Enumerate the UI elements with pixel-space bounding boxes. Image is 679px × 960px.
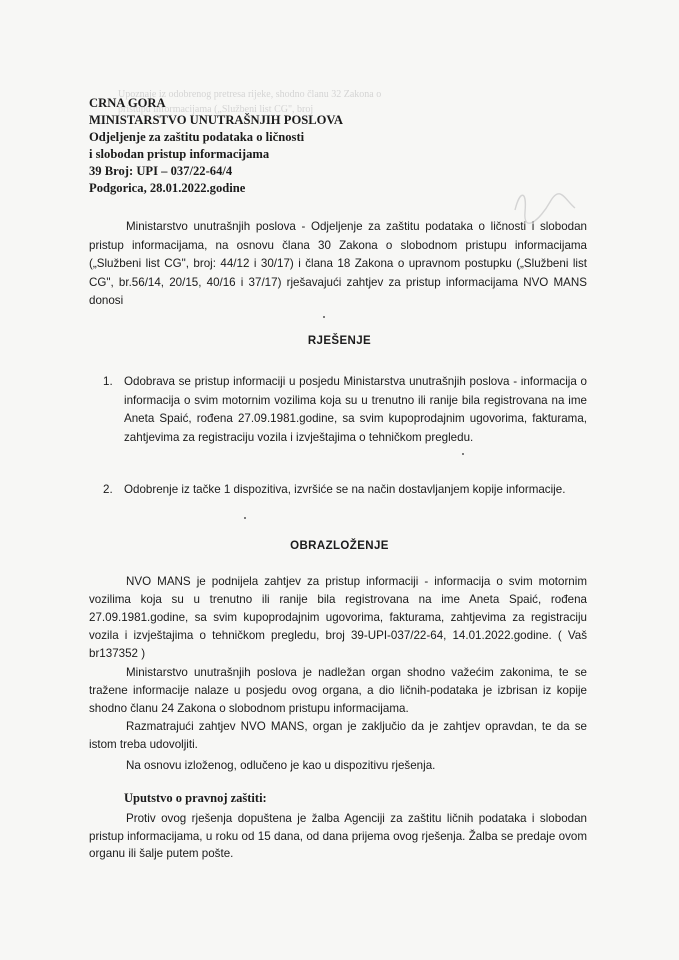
place-date: Podgorica, 28.01.2022.godine: [89, 181, 246, 195]
document-header: [89, 95, 343, 197]
decision-title: RJEŠENJE: [307, 335, 372, 347]
reference-number: 39 Broj: UPI – 037/22-64/4: [89, 164, 233, 178]
legal-remedy-title: Uputstvo o pravnoj zaštiti:: [124, 791, 267, 805]
decision-item-text: Odobrenje iz tačke 1 dispozitiva, izvršiće se na način dostavljanjem kopije informacije.: [124, 483, 566, 496]
legal-remedy-text: Protiv ovog rješenja dopuštena je žalba Agenciji za zaštitu ličnih podataka i slobodan pristup informacijama, u roku od 15 dana, od dana prijema ovog rješenja. Žalba se predaje ovom organu ili šalje putem pošte.: [89, 812, 587, 860]
bleed-line: Upoznaje iz odobrenog pretresa rijeke, shodno članu 32 Zakona o: [118, 89, 382, 100]
country-name: CRNA GORA: [89, 96, 166, 110]
decision-item-1: [103, 373, 587, 447]
scan-speck: [244, 517, 246, 519]
decision-item-number: 1.: [103, 375, 113, 388]
ministry-name: MINISTARSTVO UNUTRAŠNJIH POSLOVA: [89, 113, 344, 127]
decision-item-number: 2.: [103, 483, 113, 496]
intro-paragraph: Ministarstvo unutrašnjih poslova - Odjeljenje za zaštitu podataka o ličnosti i slobodan pristup informacijama, na osnovu člana 30 Zakona o slobodnom pristupu informacijama („Službeni list CG", broj: 44/12 i 30/17) i člana 18 Zakona o upravnom postupku („Službeni list CG", br.56/14, 20/15, 40/16 i 37/17) rješavajući zahtjev za pristup informacijama NVO MANS donosi: [89, 220, 587, 307]
bleed-line: pristupu informacijama („Službeni list CG", broj: [118, 104, 314, 115]
scan-speck: [462, 453, 464, 455]
decision-item-2: [103, 481, 587, 500]
reasoning-paragraph-3: Razmatrajući zahtjev NVO MANS, organ je zaključio da je zahtjev opravdan, te da se istom treba udovoljiti.: [89, 720, 587, 751]
reasoning-title: OBRAZLOŽENJE: [290, 540, 389, 552]
reasoning-paragraph-1: NVO MANS je podnijela zahtjev za pristup informaciji - informacija o svim motornim vozilima koja su u trenutno ili ranije bila registrovana na ime Aneta Spaić, rođena 27.09.1981.godine, sa svim kupoprodajnim ugovorima, fakturama, zahtjevima za registraciju vozila i izvještajima o tehničkom pregledu, broj 39-UPI-037/22-64, 14.01.2022.godine. ( Vaš br137352 ): [89, 575, 587, 660]
scan-speck: [323, 316, 325, 318]
reasoning-paragraph-2: Ministarstvo unutrašnjih poslova je nadležan organ shodno važećim zakonima, te se tražene informacije nalaze u posjedu ovog organa, a dio ličnih-podataka je izbrisan iz kopije shodno članu 24 Zakona o slobodnom pristupu informacijama.: [89, 666, 587, 715]
decision-item-text: Odobrava se pristup informaciji u posjedu Ministarstva unutrašnjih poslova - informacija o informacija o svim motornim vozilima koja su u trenutno ili ranije bila registrovana na ime Aneta Spaić, rođena 27.09.1981.godine, sa svim kupoprodajnim ugovorima, fakturama, zahtjevima za registraciju vozila i izvještajima o tehničkom pregledu.: [124, 375, 587, 444]
department-line-2: i slobodan pristup informacijama: [89, 147, 270, 161]
department-line-1: Odjeljenje za zaštitu podataka o ličnosti: [89, 130, 305, 144]
reasoning-paragraph-4: Na osnovu izloženog, odlučeno je kao u dispozitivu rješenja.: [126, 759, 436, 772]
